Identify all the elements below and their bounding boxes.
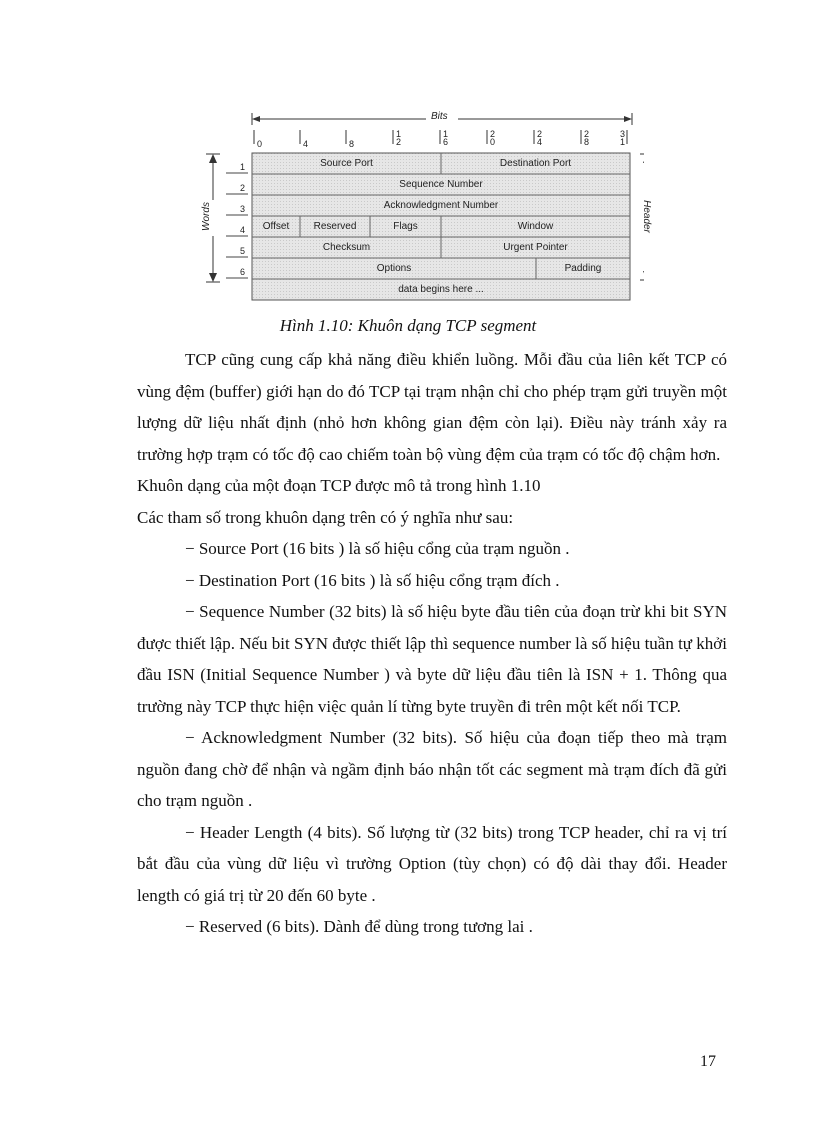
tick-label: 0 xyxy=(257,139,263,149)
header-label: Header xyxy=(640,200,652,233)
field-reserved: Reserved xyxy=(313,221,357,232)
tcp-segment-figure xyxy=(196,108,652,312)
field-destination-port: Destination Port xyxy=(499,158,572,169)
paragraph: Các tham số trong khuôn dạng trên có ý nghĩa như sau: xyxy=(137,507,514,527)
tick-label: 1 2 xyxy=(396,129,402,147)
tick-label: 8 xyxy=(349,139,355,149)
field-sequence-number: Sequence Number xyxy=(399,179,483,190)
list-item: − Source Port (16 bits ) là số hiệu cổng của trạm nguồn . xyxy=(185,539,570,558)
field-data: data begins here ... xyxy=(398,284,484,295)
row-number: 3 xyxy=(240,204,246,214)
field-acknowledgment-number: Acknowledgment Number xyxy=(383,200,499,211)
list-item: − Sequence Number (32 bits) là số hiệu byte đầu tiên của đoạn trừ khi bit SYN được thiết lập. Nếu bit SYN được thiết lập thì sequence number là số hiệu tuần tự khởi đầu ISN (Initial Sequence Number ) và byte dữ liệu đầu tiên là ISN + 1. Thông qua trường này TCP thực hiện việc quản lí từng byte truyền đi trên một kết nối TCP. xyxy=(137,602,727,716)
paragraph: Khuôn dạng của một đoạn TCP được mô tả trong hình 1.10 xyxy=(137,476,541,495)
field-urgent-pointer: Urgent Pointer xyxy=(503,242,568,253)
row-number: 1 xyxy=(240,162,246,172)
tick-label: 1 6 xyxy=(443,129,449,147)
field-offset: Offset xyxy=(262,221,290,232)
field-source-port: Source Port xyxy=(320,158,373,169)
list-item: − Destination Port (16 bits ) là số hiệu cổng trạm đích . xyxy=(185,570,560,590)
field-options: Options xyxy=(376,263,412,274)
tick-label: 3 1 xyxy=(620,129,626,147)
list-item: − Acknowledgment Number (32 bits). Số hiệu của đoạn tiếp theo mà trạm nguồn đang chờ để nhận và ngầm định báo nhận tốt các segment mà trạm đích đã gửi cho trạm nguồn . xyxy=(137,728,727,810)
list-item: − Header Length (4 bits). Số lượng từ (32 bits) trong TCP header, chỉ ra vị trí bắt đầu của vùng dữ liệu vì trường Option (tùy chọn) có độ dài thay đổi. Header length có giá trị từ 20 đến 60 byte . xyxy=(137,822,727,905)
words-label: Words xyxy=(200,202,212,231)
figure-caption: Hình 1.10: Khuôn dạng TCP segment xyxy=(279,316,537,335)
page-number: 17 xyxy=(700,1053,716,1070)
row-number: 5 xyxy=(240,246,246,256)
row-number: 4 xyxy=(240,225,246,235)
row-number: 6 xyxy=(240,267,246,277)
field-padding: Padding xyxy=(564,263,602,274)
bits-label: Bits xyxy=(431,111,448,122)
paragraph: TCP cũng cung cấp khả năng điều khiển luồng. Mỗi đầu của liên kết TCP có vùng đệm (buffer) giới hạn do đó TCP tại trạm nhận chỉ cho phép trạm gửi truyền một lượng dữ liệu nhất định (nhỏ hơn không gian đệm còn lại). Điều này tránh xảy ra trường hợp trạm có tốc độ cao chiếm toàn bộ vùng đệm của trạm có tốc độ chậm hơn. xyxy=(137,350,727,464)
field-checksum: Checksum xyxy=(322,242,371,253)
tick-label: 2 4 xyxy=(537,129,543,147)
field-flags: Flags xyxy=(393,221,418,232)
list-item: − Reserved (6 bits). Dành để dùng trong tương lai . xyxy=(185,917,533,936)
tick-label: 2 8 xyxy=(584,129,590,147)
body-text xyxy=(137,344,727,943)
field-window: Window xyxy=(517,221,554,232)
row-number: 2 xyxy=(240,183,246,193)
tick-label: 2 0 xyxy=(490,129,496,147)
tick-label: 4 xyxy=(303,139,309,149)
